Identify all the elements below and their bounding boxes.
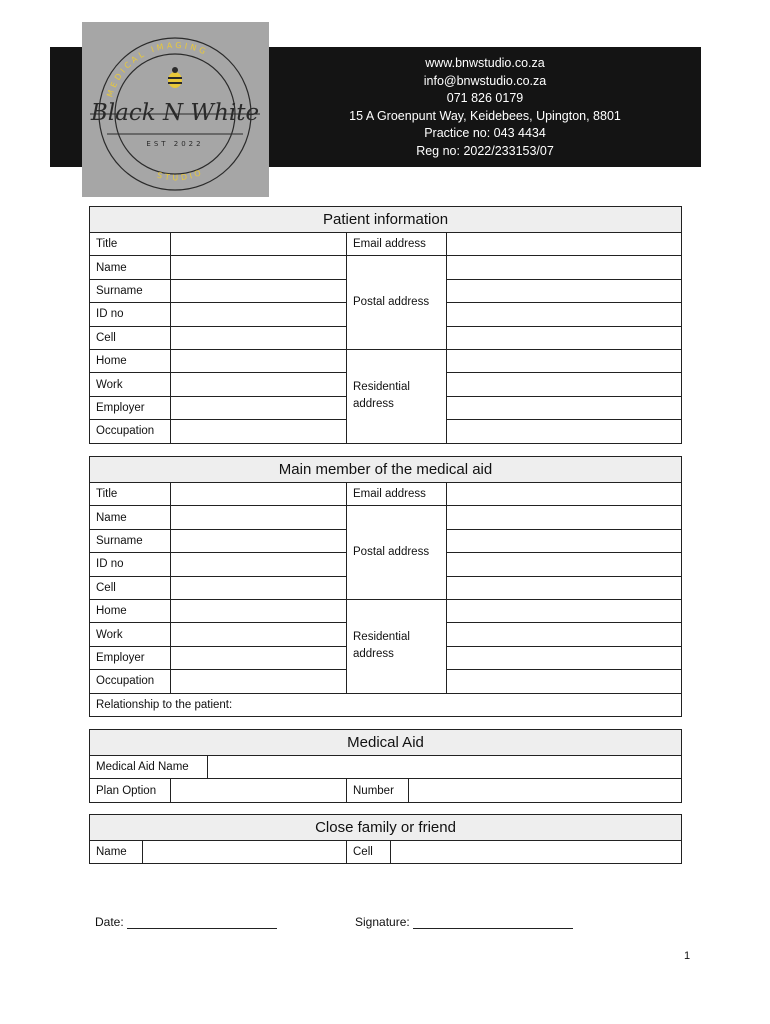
- patient-table: [89, 206, 682, 444]
- date-label: Date:: [95, 915, 124, 929]
- family-name-field[interactable]: [143, 841, 347, 864]
- medical-aid-section: [89, 729, 681, 803]
- family-section: [89, 814, 681, 864]
- practice-number: Practice no: 043 4434: [424, 126, 546, 141]
- label-cell: Cell: [90, 576, 171, 599]
- page-number: 1: [684, 950, 691, 962]
- label-home: Home: [90, 599, 171, 622]
- svg-text:MEDICAL IMAGING: [105, 41, 209, 98]
- svg-text:STUDIO: [156, 167, 205, 182]
- medical-aid-name-field[interactable]: [208, 756, 682, 779]
- label-postal: Postal address: [347, 256, 447, 350]
- postal-line-3[interactable]: [447, 553, 682, 576]
- family-cell-field[interactable]: [391, 841, 682, 864]
- logo: [82, 22, 269, 197]
- label-title: Title: [90, 233, 171, 256]
- label-employer: Employer: [90, 396, 171, 419]
- section-title: Close family or friend: [90, 815, 682, 841]
- label-plan-option: Plan Option: [90, 779, 171, 802]
- relationship-field[interactable]: Relationship to the patient:: [90, 693, 682, 716]
- home-field[interactable]: [171, 599, 347, 622]
- label-residential: Residential address: [347, 349, 447, 443]
- home-field[interactable]: [171, 349, 347, 372]
- label-occupation: Occupation: [90, 420, 171, 443]
- name-field[interactable]: [171, 506, 347, 529]
- postal-line-4[interactable]: [447, 576, 682, 599]
- postal-line-2[interactable]: [447, 529, 682, 552]
- number-field[interactable]: [409, 779, 682, 802]
- registration-number: Reg no: 2022/233153/07: [416, 143, 554, 158]
- address: 15 A Groenpunt Way, Keidebees, Upington, 8801: [349, 108, 621, 123]
- phone: 071 826 0179: [446, 91, 524, 106]
- label-postal: Postal address: [347, 506, 447, 600]
- signature-line: [355, 915, 573, 929]
- label-home: Home: [90, 349, 171, 372]
- label-cell: Cell: [90, 326, 171, 349]
- section-title: Patient information: [90, 207, 682, 233]
- label-id: ID no: [90, 553, 171, 576]
- label-title: Title: [90, 483, 171, 506]
- cell-field[interactable]: [171, 576, 347, 599]
- contact-info: [330, 55, 640, 161]
- occupation-field[interactable]: [171, 670, 347, 693]
- employer-field[interactable]: [171, 646, 347, 669]
- label-occupation: Occupation: [90, 670, 171, 693]
- work-field[interactable]: [171, 373, 347, 396]
- logo-arc-top: MEDICAL IMAGING: [105, 40, 210, 99]
- id-field[interactable]: [171, 303, 347, 326]
- date-field[interactable]: [127, 916, 277, 929]
- signature-field[interactable]: [413, 916, 573, 929]
- postal-line-1[interactable]: [447, 506, 682, 529]
- title-field[interactable]: [171, 233, 347, 256]
- patient-section: [89, 206, 681, 444]
- postal-line-4[interactable]: [447, 326, 682, 349]
- postal-line-1[interactable]: [447, 256, 682, 279]
- email-field[interactable]: [447, 233, 682, 256]
- family-table: [89, 814, 682, 864]
- label-name: Name: [90, 256, 171, 279]
- id-field[interactable]: [171, 553, 347, 576]
- surname-field[interactable]: [171, 279, 347, 302]
- logo-est: EST 2022: [146, 140, 204, 148]
- label-name: Name: [90, 841, 143, 864]
- label-work: Work: [90, 373, 171, 396]
- name-field[interactable]: [171, 256, 347, 279]
- medical-aid-table: [89, 729, 682, 803]
- residential-line-4[interactable]: [447, 420, 682, 443]
- bee-icon: [168, 67, 182, 88]
- email-field[interactable]: [447, 483, 682, 506]
- date-line: [95, 915, 277, 929]
- label-surname: Surname: [90, 279, 171, 302]
- label-medical-aid-name: Medical Aid Name: [90, 756, 208, 779]
- main-member-section: [89, 456, 681, 717]
- label-email: Email address: [347, 233, 447, 256]
- label-surname: Surname: [90, 529, 171, 552]
- main-member-table: [89, 456, 682, 717]
- plan-option-field[interactable]: [171, 779, 347, 802]
- employer-field[interactable]: [171, 396, 347, 419]
- work-field[interactable]: [171, 623, 347, 646]
- label-residential: Residential address: [347, 599, 447, 693]
- residential-line-1[interactable]: [447, 599, 682, 622]
- logo-script: Black N White: [90, 100, 260, 126]
- residential-line-4[interactable]: [447, 670, 682, 693]
- surname-field[interactable]: [171, 529, 347, 552]
- title-field[interactable]: [171, 483, 347, 506]
- postal-line-2[interactable]: [447, 279, 682, 302]
- signature-label: Signature:: [355, 915, 410, 929]
- label-id: ID no: [90, 303, 171, 326]
- label-employer: Employer: [90, 646, 171, 669]
- label-email: Email address: [347, 483, 447, 506]
- label-work: Work: [90, 623, 171, 646]
- residential-line-2[interactable]: [447, 623, 682, 646]
- section-title: Medical Aid: [90, 730, 682, 756]
- cell-field[interactable]: [171, 326, 347, 349]
- occupation-field[interactable]: [171, 420, 347, 443]
- section-title: Main member of the medical aid: [90, 457, 682, 483]
- residential-line-2[interactable]: [447, 373, 682, 396]
- label-name: Name: [90, 506, 171, 529]
- residential-line-1[interactable]: [447, 349, 682, 372]
- residential-line-3[interactable]: [447, 396, 682, 419]
- label-number: Number: [347, 779, 409, 802]
- postal-line-3[interactable]: [447, 303, 682, 326]
- label-cell: Cell: [347, 841, 391, 864]
- logo-arc-bottom: STUDIO: [156, 167, 205, 183]
- website[interactable]: www.bnwstudio.co.za: [425, 56, 545, 70]
- email[interactable]: info@bnwstudio.co.za: [423, 73, 547, 88]
- residential-line-3[interactable]: [447, 646, 682, 669]
